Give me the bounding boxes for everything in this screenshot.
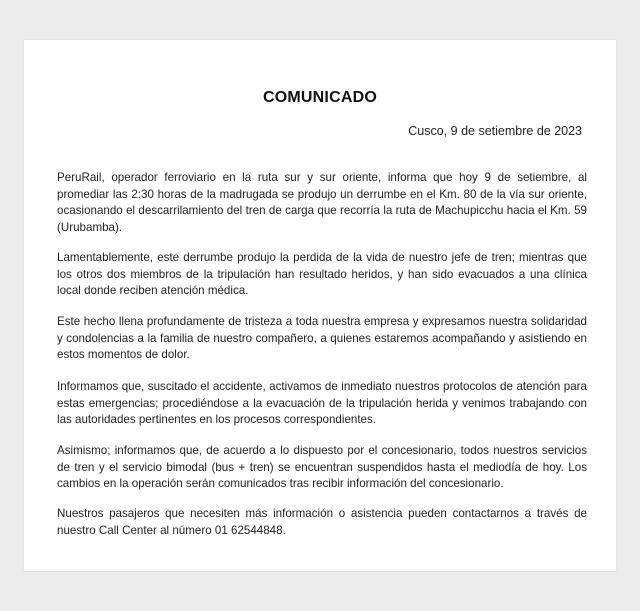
- paragraph-5: Asimismo; informamos que, de acuerdo a lo dispuesto por el concesionario, todos nuestros servicios de tren y el servicio bimodal (bus + tren) se encuentran suspendidos hasta el mediodía de hoy. Los cambios en la operación serán comunicados tras recibir información del concesionario.: [57, 444, 587, 491]
- paragraph-4: Informamos que, suscitado el accidente, activamos de inmediato nuestros protocolos de atención para estas emergencias; procediéndose a la evacuación de la tripulación herida y venimos trabajando con las autoridades pertinentes en los procesos correspondientes.: [57, 380, 587, 427]
- document-title: COMUNICADO: [263, 89, 377, 106]
- document-date: Cusco, 9 de setiembre de 2023: [408, 124, 582, 138]
- document-page: [24, 40, 616, 571]
- paragraph-6: Nuestros pasajeros que necesiten más información o asistencia pueden contactarnos a través de nuestro Call Center al número 01 62544848.: [57, 507, 587, 537]
- paragraph-2: Lamentablemente, este derrumbe produjo la perdida de la vida de nuestro jefe de tren; mientras que los otros dos miembros de la tripulación han resultado heridos, y han sido evacuados a una clínica local donde reciben atención médica.: [57, 251, 587, 298]
- paragraph-1: PeruRail, operador ferroviario en la ruta sur y sur oriente, informa que hoy 9 de setiembre, al promediar las 2:30 horas de la madrugada se produjo un derrumbe en el Km. 80 de la vía sur oriente, ocasionando el descarrilamiento del tren de carga que recorría la ruta de Machupicchu hacia el Km. 59 (Urubamba).: [57, 171, 587, 234]
- paragraph-3: Este hecho llena profundamente de tristeza a toda nuestra empresa y expresamos nuestra solidaridad y condolencias a la familia de nuestro compañero, a quienes estaremos acompañando y asistiendo en estos momentos de dolor.: [57, 315, 587, 362]
